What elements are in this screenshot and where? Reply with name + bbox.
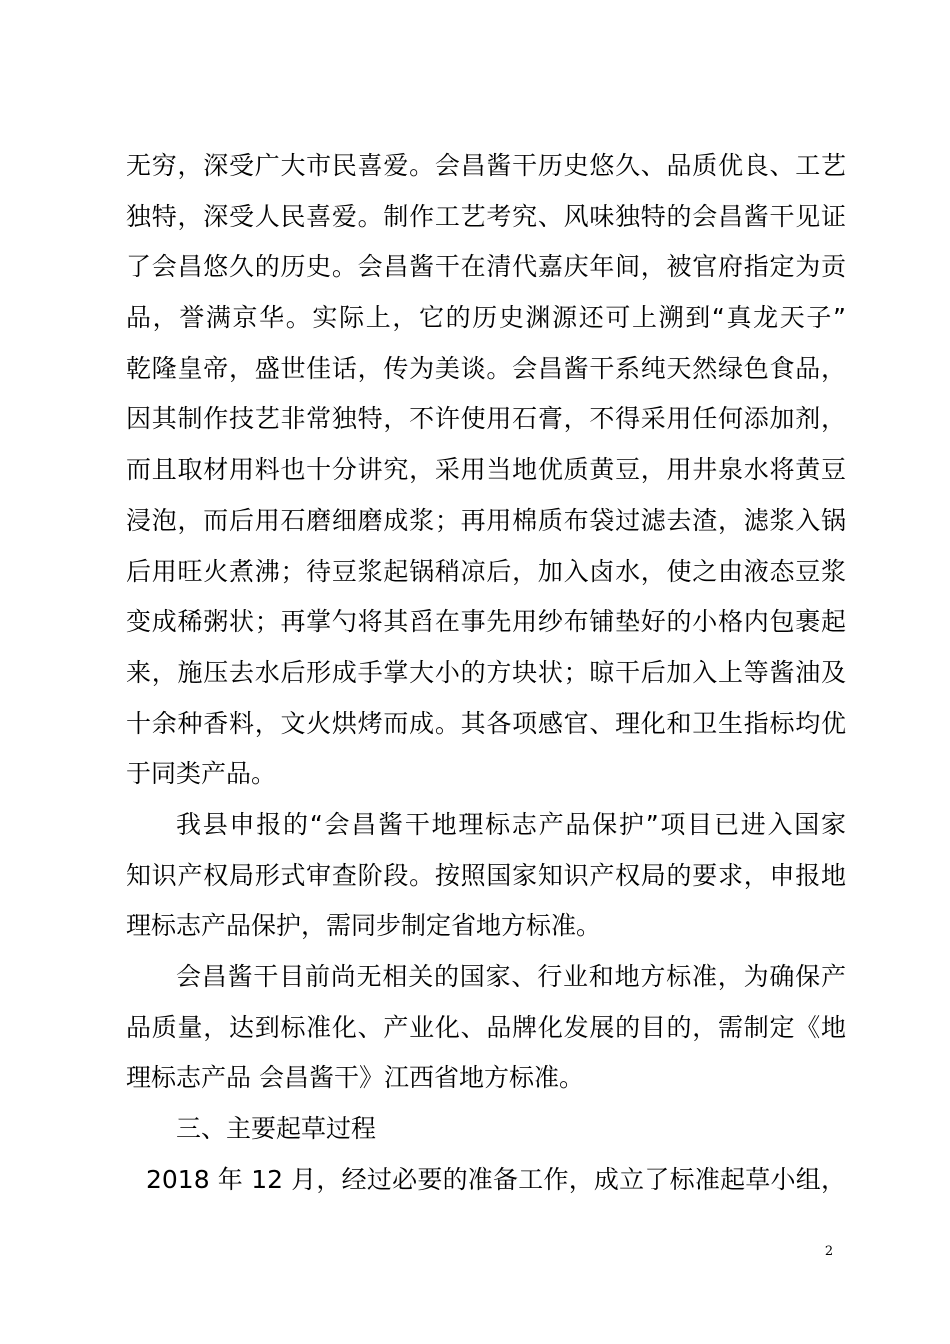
text-line: 因其制作技艺非常独特，不许使用石膏，不得采用任何添加剂， xyxy=(126,404,846,434)
text-line: 会昌酱干目前尚无相关的国家、行业和地方标准，为确保产 xyxy=(176,962,846,991)
text-line: 来，施压去水后形成手掌大小的方块状；晾干后加入上等酱油及 xyxy=(126,657,846,687)
text-line: 品质量，达到标准化、产业化、品牌化发展的目的，需制定《地 xyxy=(126,1012,846,1042)
body-text xyxy=(126,141,846,1205)
text-line: 知识产权局形式审查阶段。按照国家知识产权局的要求，申报地 xyxy=(126,860,846,890)
section-heading: 三、主要起草过程 xyxy=(176,1114,377,1144)
text-line: 乾隆皇帝，盛世佳话，传为美谈。会昌酱干系纯天然绿色食品， xyxy=(126,353,846,383)
text-line: 理标志产品 会昌酱干》江西省地方标准。 xyxy=(126,1063,584,1093)
page-number: 2 xyxy=(824,1244,834,1259)
text-line: 浸泡，而后用石磨细磨成浆；再用棉质布袋过滤去渣，滤浆入锅 xyxy=(126,505,846,535)
text-line: 变成稀粥状；再掌勺将其舀在事先用纱布铺垫好的小格内包裹起 xyxy=(126,607,846,637)
text-line: 理标志产品保护，需同步制定省地方标准。 xyxy=(126,911,602,941)
text-line: 无穷，深受广大市民喜爱。会昌酱干历史悠久、品质优良、工艺 xyxy=(126,151,846,180)
text-line: 了会昌悠久的历史。会昌酱干在清代嘉庆年间，被官府指定为贡 xyxy=(126,252,846,282)
text-line: 我县申报的“会昌酱干地理标志产品保护”项目已进入国家 xyxy=(176,809,846,839)
text-line: 十余种香料，文火烘烤而成。其各项感官、理化和卫生指标均优 xyxy=(126,708,846,738)
text-line: 2018 年 12 月，经过必要的准备工作，成立了标准起草小组， xyxy=(146,1164,846,1194)
text-line: 独特，深受人民喜爱。制作工艺考究、风味独特的会昌酱干见证 xyxy=(126,201,846,231)
text-line: 品，誉满京华。实际上，它的历史渊源还可上溯到“真龙天子” xyxy=(126,303,846,333)
text-line: 于同类产品。 xyxy=(126,759,277,789)
text-line: 后用旺火煮沸；待豆浆起锅稍凉后，加入卤水，使之由液态豆浆 xyxy=(126,556,846,586)
text-line: 而且取材用料也十分讲究，采用当地优质黄豆，用井泉水将黄豆 xyxy=(126,455,846,485)
